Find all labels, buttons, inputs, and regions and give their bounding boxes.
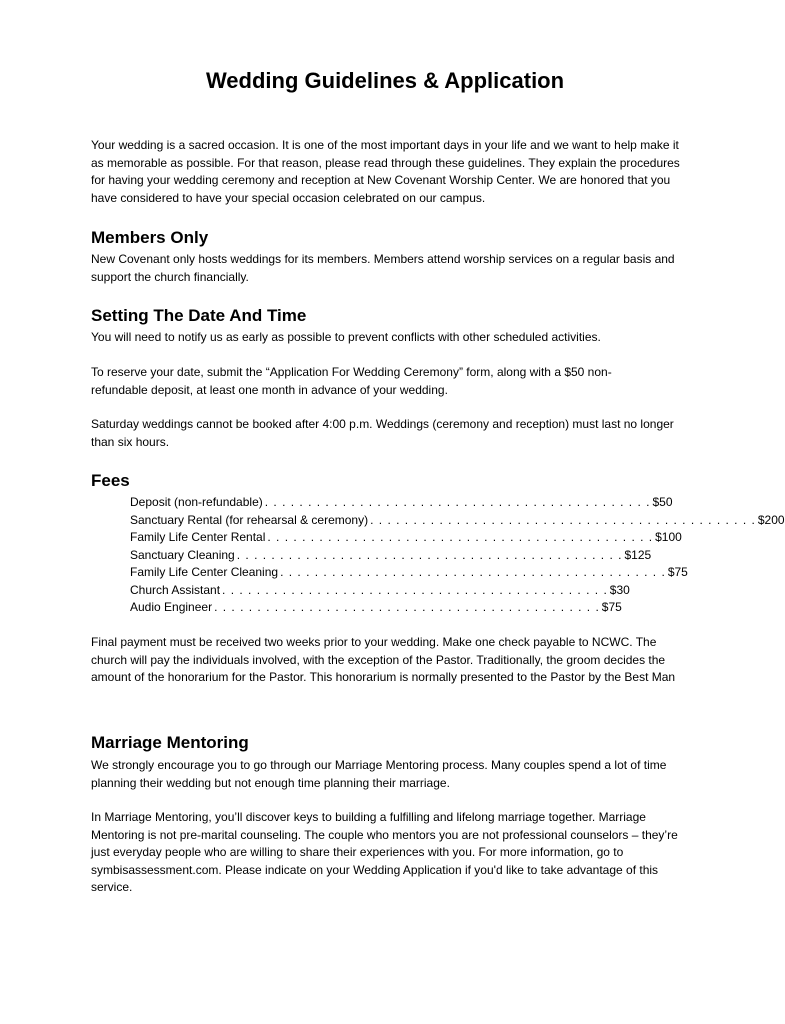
fee-item — [130, 599, 622, 617]
fee-item — [130, 564, 688, 582]
fees-list — [130, 494, 785, 617]
date-paragraph-3: Saturday weddings cannot be booked after 4:00 p.m. Weddings (ceremony and reception) must last no longer than six hours. — [91, 417, 674, 449]
fee-name: Sanctuary Rental (for rehearsal & ceremony) — [130, 512, 369, 527]
date-paragraph-2: To reserve your date, submit the “Application For Wedding Ceremony” form, along with a $50 non-refundable deposit, at least one month in advance of your wedding. — [91, 365, 612, 397]
members-heading: Members Only — [91, 228, 209, 247]
fee-item — [130, 512, 785, 530]
fee-name: Deposit (non-refundable) — [130, 495, 263, 509]
dot-leader: . . . . . . . . . . . . . . . . . . . . . . . . . . . . . . . . . . . . . . . . . . . . . — [214, 600, 600, 614]
dot-leader: . . . . . . . . . . . . . . . . . . . . . . . . . . . . . . . . . . . . . . . . . . . . . — [222, 582, 608, 597]
mentoring-paragraph-1: We strongly encourage you to go through our Marriage Mentoring process. Many couples spend a lot of time planning their wedding but not enough time planning their marriage. — [91, 758, 667, 790]
fee-amount: $75 — [601, 600, 622, 614]
fees-heading: Fees — [91, 471, 130, 490]
fee-amount: $200 — [757, 512, 785, 527]
fee-amount: $100 — [655, 530, 682, 544]
date-heading: Setting The Date And Time — [91, 306, 307, 325]
fee-amount: $30 — [609, 582, 630, 597]
mentoring-heading: Marriage Mentoring — [91, 733, 249, 752]
fee-name: Family Life Center Rental — [130, 530, 266, 544]
mentoring-paragraph-2: In Marriage Mentoring, you’ll discover keys to building a fulfilling and lifelong marriage together. Marriage Mentoring is not pre-marital counseling. The couple who mentors you are not professional counselors – they’re just everyday people who are willing to share their experiences with you. For more information, go to symbisassessment.com. Please indicate on your Wedding Application if you'd like to take advantage of this service. — [91, 810, 678, 894]
fee-name: Sanctuary Cleaning — [130, 547, 235, 562]
fee-name: Church Assistant — [130, 582, 221, 597]
dot-leader: . . . . . . . . . . . . . . . . . . . . . . . . . . . . . . . . . . . . . . . . . . . . . — [236, 547, 623, 562]
fee-item — [130, 529, 682, 547]
dot-leader: . . . . . . . . . . . . . . . . . . . . . . . . . . . . . . . . . . . . . . . . . . . . . — [280, 565, 666, 579]
members-paragraph: New Covenant only hosts weddings for its members. Members attend worship services on a regular basis and support the church financially. — [91, 252, 675, 284]
fee-item — [130, 547, 652, 565]
fee-amount: $75 — [667, 565, 688, 579]
dot-leader: . . . . . . . . . . . . . . . . . . . . . . . . . . . . . . . . . . . . . . . . . . . . . — [370, 512, 756, 527]
fee-amount: $50 — [652, 495, 673, 509]
dot-leader: . . . . . . . . . . . . . . . . . . . . . . . . . . . . . . . . . . . . . . . . . . . . . — [264, 495, 651, 509]
fee-name: Audio Engineer — [130, 600, 213, 614]
fees-note-paragraph: Final payment must be received two weeks prior to your wedding. Make one check payable to NCWC. The church will pay the individuals involved, with the exception of the Pastor. Traditionally, the groom decides the amount of the honorarium for the Pastor. This honorarium is normally presented to the Pastor by the Best Man — [91, 635, 676, 684]
date-paragraph-1: You will need to notify us as early as possible to prevent conflicts with other scheduled activities. — [91, 330, 601, 344]
fee-item — [130, 582, 630, 600]
dot-leader: . . . . . . . . . . . . . . . . . . . . . . . . . . . . . . . . . . . . . . . . . . . . . — [267, 530, 654, 544]
page-title: Wedding Guidelines & Application — [205, 68, 565, 93]
fee-name: Family Life Center Cleaning — [130, 565, 279, 579]
fee-item — [130, 494, 673, 512]
fee-amount: $125 — [624, 547, 652, 562]
intro-paragraph: Your wedding is a sacred occasion. It is one of the most important days in your life and we want to help make it as memorable as possible. For that reason, please read through these guidelines. They explain the procedures for having your wedding ceremony and reception at New Covenant Worship Center. We are honored that you have considered to have your special occasion celebrated on our campus. — [91, 138, 680, 205]
